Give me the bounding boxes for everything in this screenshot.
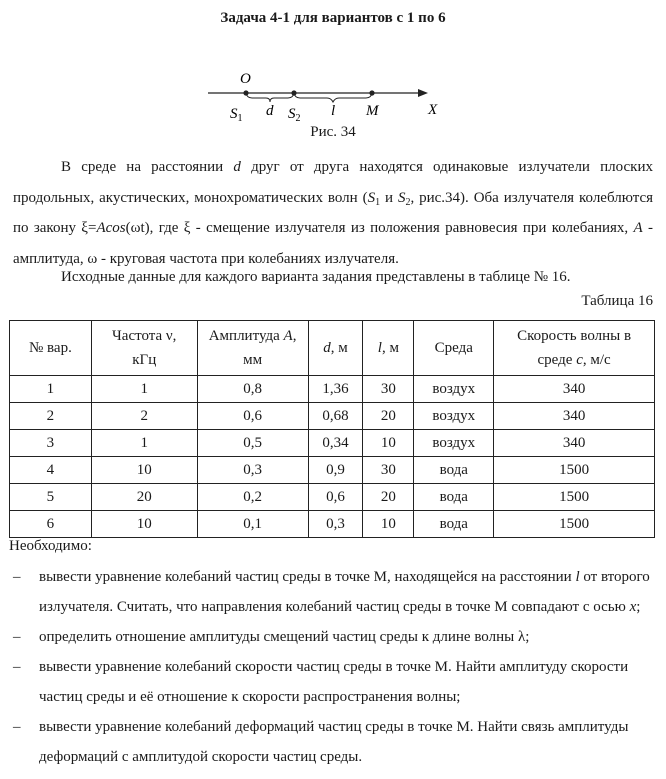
- cell-d: 1,36: [308, 376, 363, 403]
- cell-variant: 4: [10, 457, 92, 484]
- cell-d: 0,34: [308, 430, 363, 457]
- header-d: d, м: [308, 321, 363, 376]
- table-row: [10, 430, 655, 457]
- paragraph-table-intro: Исходные данные для каждого варианта задания представлены в таблице № 16.: [61, 269, 571, 285]
- label-s1: $S_1$: [230, 106, 243, 124]
- cell-l: 10: [363, 430, 414, 457]
- cell-amplitude: 0,5: [197, 430, 308, 457]
- task-list: [13, 562, 653, 772]
- cell-medium: воздух: [414, 403, 494, 430]
- brace-d: [246, 93, 294, 102]
- task-item: – вывести уравнение колебаний скорости частиц среды в точке М. Найти амплитуду скорости частиц среды и её отношение к скорости распространения волны;: [13, 652, 653, 712]
- cell-medium: воздух: [414, 376, 494, 403]
- required-label: Необходимо:: [9, 538, 92, 554]
- cell-l: 10: [363, 511, 414, 538]
- dash-bullet: –: [13, 719, 21, 735]
- cell-l: 30: [363, 376, 414, 403]
- cell-amplitude: 0,1: [197, 511, 308, 538]
- table-row: [10, 511, 655, 538]
- label-s2: $S_2$: [288, 106, 301, 124]
- cell-wave-speed: 1500: [494, 484, 655, 511]
- header-medium: Среда: [414, 321, 494, 376]
- header-frequency: Частота ν, кГц: [91, 321, 197, 376]
- label-d: d: [266, 103, 274, 119]
- brace-l: [294, 93, 372, 102]
- task-title: Задача 4-1 для вариантов с 1 по 6: [220, 10, 446, 26]
- cell-frequency: 20: [91, 484, 197, 511]
- label-m: M: [366, 103, 379, 119]
- header-l: l, м: [363, 321, 414, 376]
- cell-frequency: 10: [91, 457, 197, 484]
- label-l: l: [331, 103, 336, 119]
- axis-arrow-icon: [418, 89, 428, 97]
- cell-amplitude: 0,8: [197, 376, 308, 403]
- cell-amplitude: 0,6: [197, 403, 308, 430]
- table-caption: Таблица 16: [581, 293, 653, 309]
- cell-d: 0,9: [308, 457, 363, 484]
- cell-wave-speed: 340: [494, 376, 655, 403]
- dash-bullet: –: [13, 569, 21, 585]
- axis-diagram: [200, 68, 450, 128]
- table-row: [10, 484, 655, 511]
- cell-amplitude: 0,2: [197, 484, 308, 511]
- header-amplitude: Амплитуда A, мм: [197, 321, 308, 376]
- dash-bullet: –: [13, 629, 21, 645]
- cell-d: 0,68: [308, 403, 363, 430]
- header-wave-speed: Скорость волны в среде c, м/с: [494, 321, 655, 376]
- cell-l: 20: [363, 484, 414, 511]
- cell-variant: 2: [10, 403, 92, 430]
- cell-l: 30: [363, 457, 414, 484]
- cell-variant: 6: [10, 511, 92, 538]
- cell-medium: вода: [414, 511, 494, 538]
- cell-medium: вода: [414, 484, 494, 511]
- table-row: [10, 457, 655, 484]
- cell-wave-speed: 340: [494, 430, 655, 457]
- task-item: – вывести уравнение колебаний частиц среды в точке М, находящейся на расстоянии l от второго излучателя. Считать, что направления колебаний частиц среды в точке М совпадают с осью x;: [13, 562, 653, 622]
- cell-medium: воздух: [414, 430, 494, 457]
- cell-d: 0,3: [308, 511, 363, 538]
- cell-frequency: 10: [91, 511, 197, 538]
- cell-variant: 5: [10, 484, 92, 511]
- cell-amplitude: 0,3: [197, 457, 308, 484]
- cell-wave-speed: 1500: [494, 511, 655, 538]
- cell-wave-speed: 1500: [494, 457, 655, 484]
- label-x: X: [428, 102, 438, 118]
- table-row: [10, 376, 655, 403]
- cell-frequency: 1: [91, 430, 197, 457]
- figure-caption: Рис. 34: [310, 124, 356, 140]
- paragraph-description: В среде на расстоянии d друг от друга находятся одинаковые излучатели плоских продольных, акустических, монохроматических волн ($S_1$ и $S_2$, рис.34). Оба излучателя колеблются по закону ξ=Acos(ωt), где ξ - смещение излучателя из положения равновесия при колебаниях, A - амплитуда, ω - круговая частота при колебаниях излучателя.: [13, 159, 654, 267]
- task-item: – определить отношение амплитуды смещений частиц среды к длине волны λ;: [13, 622, 653, 652]
- cell-frequency: 1: [91, 376, 197, 403]
- cell-wave-speed: 340: [494, 403, 655, 430]
- cell-l: 20: [363, 403, 414, 430]
- table-row: [10, 403, 655, 430]
- cell-d: 0,6: [308, 484, 363, 511]
- task-item: – вывести уравнение колебаний деформаций частиц среды в точке М. Найти связь амплитуды деформаций с амплитудой скорости частиц среды.: [13, 712, 653, 772]
- cell-medium: вода: [414, 457, 494, 484]
- table-header-row: [10, 321, 655, 376]
- dash-bullet: –: [13, 659, 21, 675]
- label-origin: O: [240, 71, 251, 87]
- variants-table: [9, 320, 655, 538]
- cell-frequency: 2: [91, 403, 197, 430]
- cell-variant: 3: [10, 430, 92, 457]
- header-variant: № вар.: [10, 321, 92, 376]
- cell-variant: 1: [10, 376, 92, 403]
